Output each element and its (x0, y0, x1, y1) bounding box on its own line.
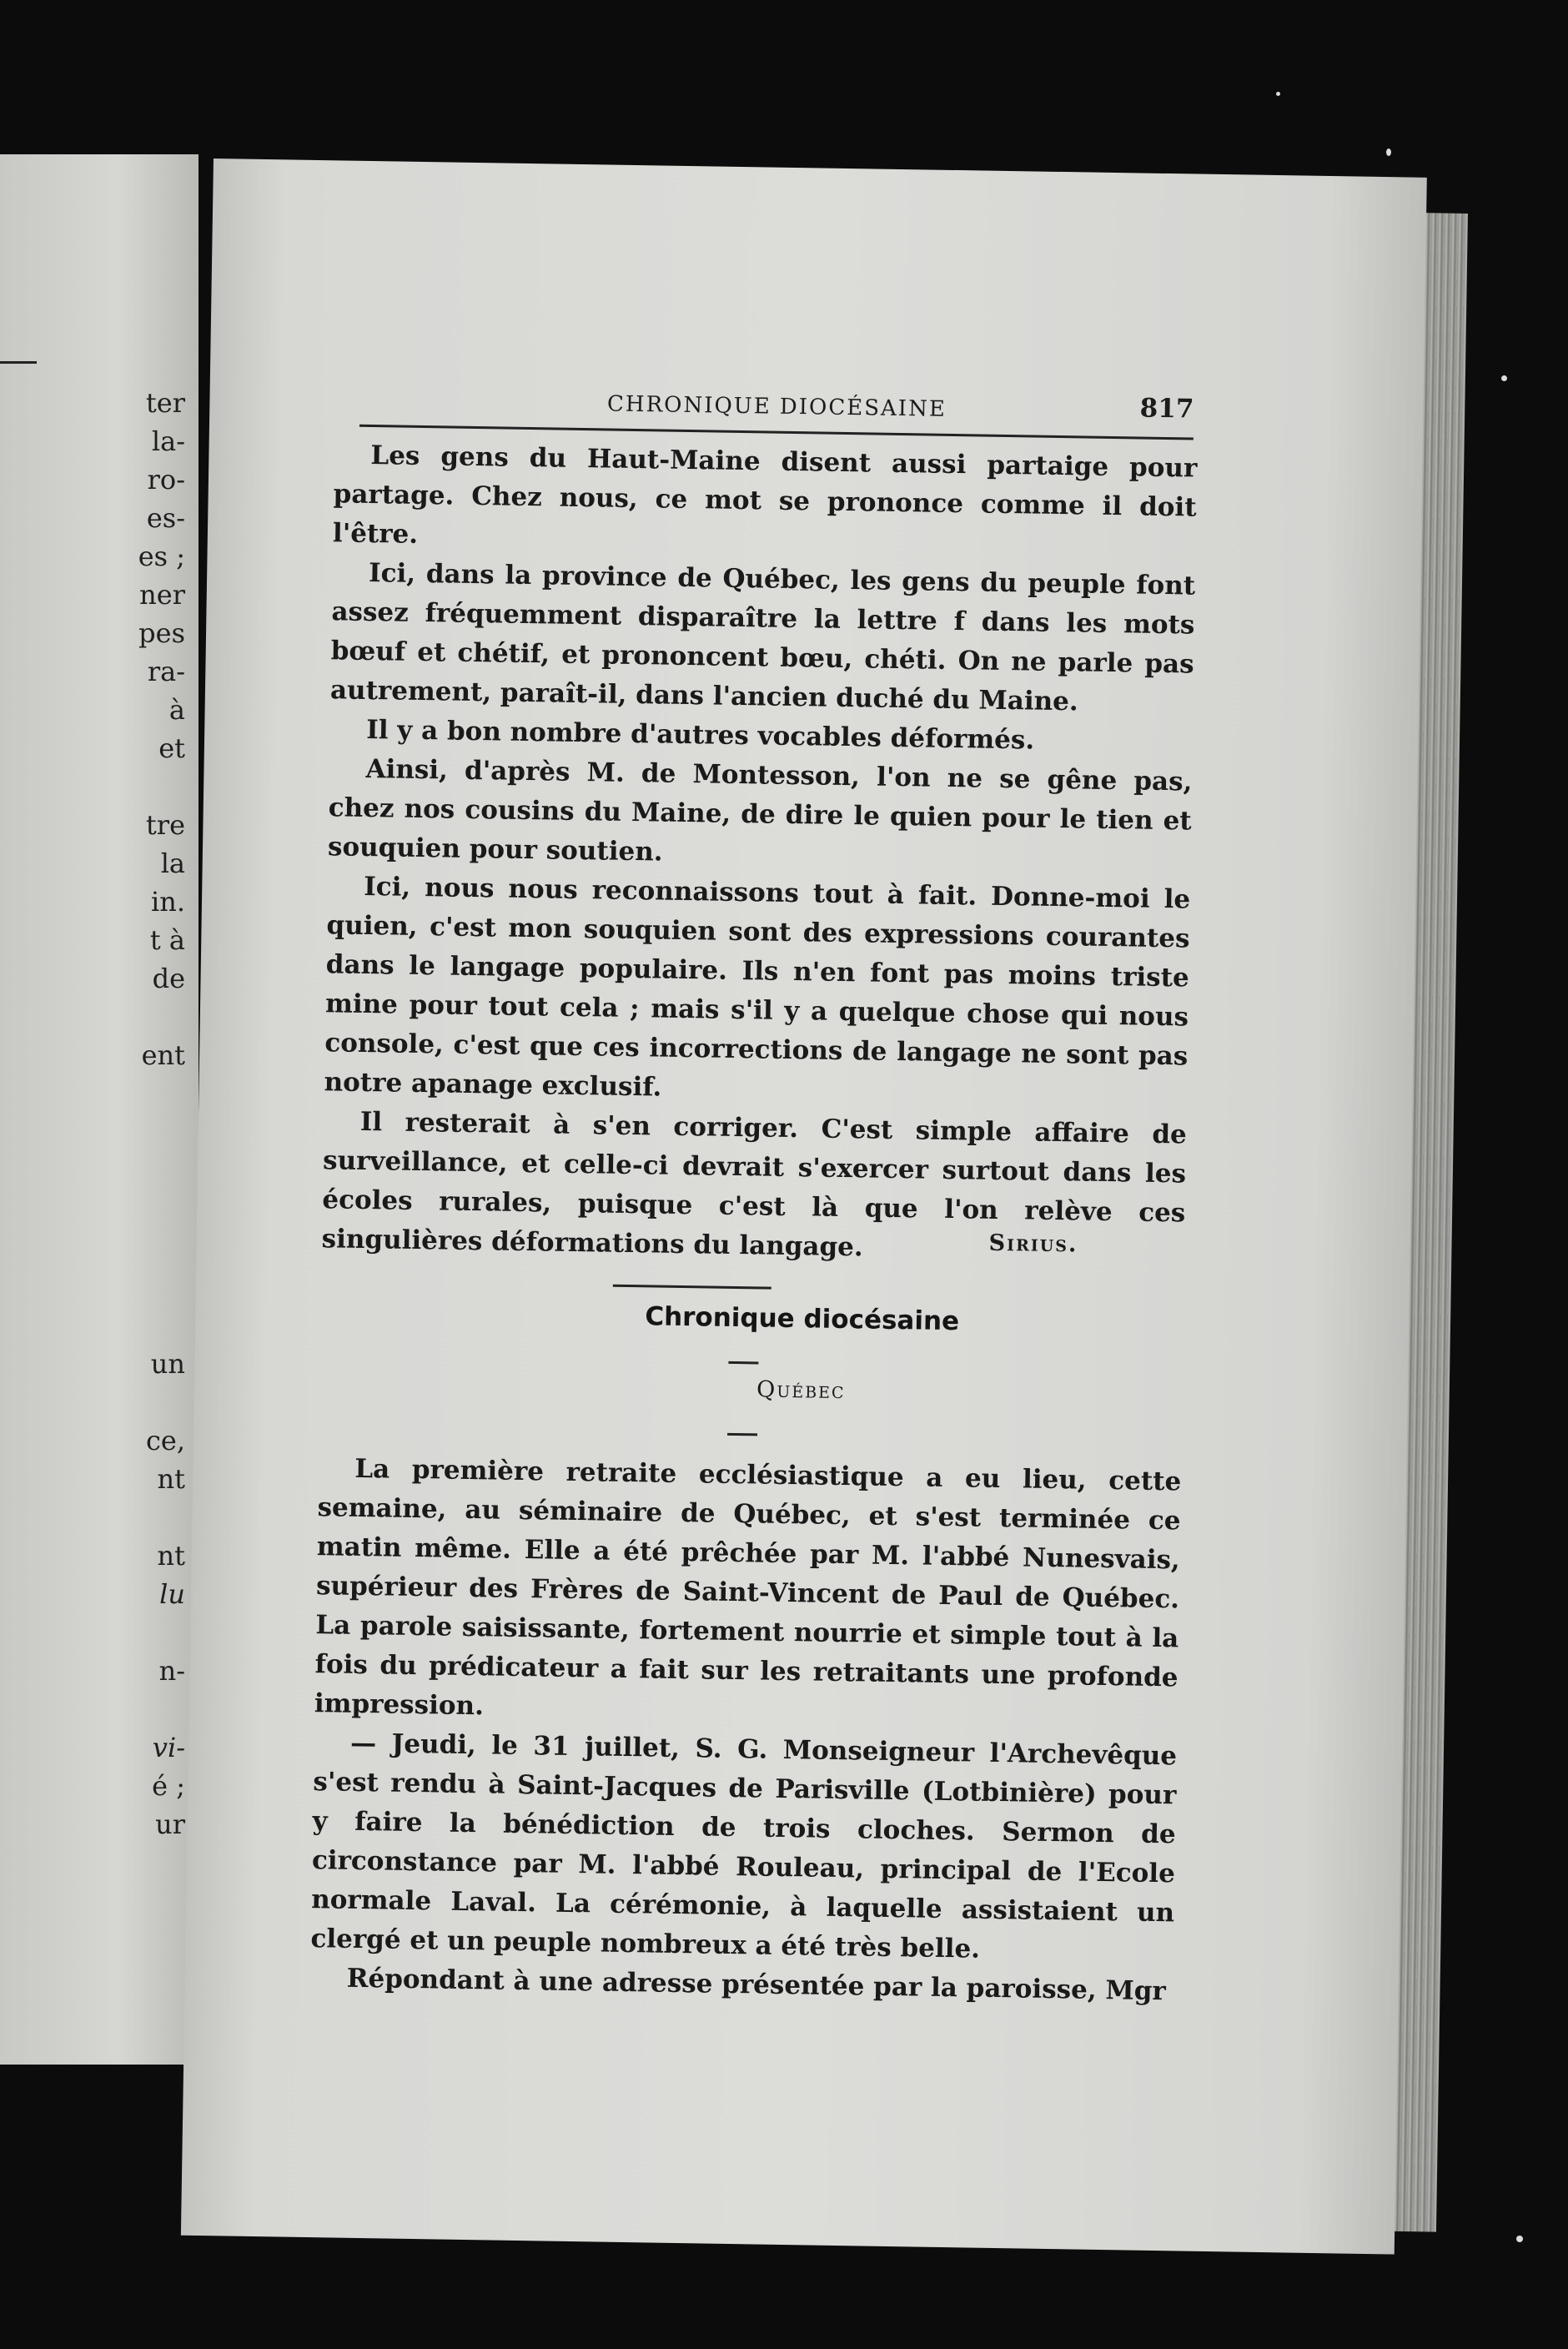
left-page-fragment: n- (158, 1655, 185, 1687)
left-page-fragment: nt (157, 1463, 185, 1495)
left-page (0, 154, 199, 2065)
left-page-fragment: nt (157, 1540, 185, 1572)
article-body (321, 435, 1197, 1272)
film-speck (1501, 375, 1507, 381)
section-title: Chronique diocésaine (645, 1301, 960, 1337)
section-body (309, 1449, 1181, 2011)
left-page-fragment: vi- (152, 1732, 185, 1763)
left-page-fragment: in. (150, 886, 185, 918)
article-paragraph: Il resterait à s'en corriger. C'est simple affaire de surveillance, et celle-ci devrait s'exercer surtout dans les écoles rurales, puisque c'est là que l'on relève ces singulières déformations du langage. (321, 1106, 1188, 1263)
right-page (181, 158, 1427, 2255)
left-page-fragment: et (158, 732, 185, 764)
left-page-fragment: ner (139, 579, 185, 611)
running-head: CHRONIQUE DIOCÉSAINE (606, 391, 947, 422)
title-dash (728, 1361, 758, 1365)
left-page-fragment: la- (151, 425, 185, 457)
left-page-fragment: ter (145, 387, 185, 419)
left-page-fragment: ce, (145, 1425, 185, 1456)
left-page-fragment: un (150, 1348, 185, 1380)
left-page-fragment: ra- (147, 656, 185, 687)
section-separator (613, 1285, 771, 1290)
article-paragraph: Il y a bon nombre d'autres vocables déformés. (365, 714, 1035, 756)
left-page-fragment: ur (155, 1808, 185, 1840)
left-page-fragment: ro- (147, 464, 185, 495)
left-page-fragment: pes (138, 617, 185, 649)
film-speck (1386, 148, 1391, 156)
left-page-fragment: tre (145, 809, 185, 841)
left-page-fragment: la (160, 848, 185, 879)
section-paragraph: — Jeudi, le 31 juillet, S. G. Monseigneur l'Archevêque s'est rendu à Saint-Jacques de Parisville (Lotbinière) pour y faire la bénédiction de trois cloches. Sermon de circonstance par M. l'abbé Rouleau, principal de l'Ecole normale Laval. La cérémonie, à laquelle assistaient un clergé et un peuple nombreux a été très belle. (310, 1728, 1178, 1964)
article-paragraph: Les gens du Haut-Maine disent aussi partaige pour partage. Chez nous, ce mot se prononce comme il doit l'être. (332, 440, 1198, 550)
section-paragraph: Répondant à une adresse présentée par la paroisse, Mgr (346, 1963, 1167, 2007)
left-page-fragment: t à (149, 924, 185, 956)
left-page-fragment: ent (141, 1039, 185, 1071)
film-speck (1516, 2236, 1523, 2242)
page-number: 817 (1139, 393, 1194, 425)
film-speck (1276, 92, 1280, 96)
left-page-fragment: es ; (138, 541, 185, 572)
page-header (359, 378, 1194, 440)
left-page-fragment: es- (146, 502, 185, 534)
subtitle-dash (727, 1433, 757, 1436)
left-page-fragment: à (168, 694, 185, 726)
left-page-fragment: lu (159, 1578, 185, 1610)
section-subtitle: Québec (756, 1376, 846, 1405)
article-paragraph: Ainsi, d'après M. de Montesson, l'on ne se gêne pas, chez nos cousins du Maine, de dire le quien pour le tien et souquien pour soutien. (327, 753, 1193, 868)
left-page-rule (0, 361, 37, 364)
section-paragraph: La première retraite ecclésiastique a eu lieu, cette semaine, au séminaire de Québec, et s'est terminée ce matin même. Elle a été prêchée par M. l'abbé Nunesvais, supérieur des Frères de Saint-Vincent de Paul de Québec. La parole saisissante, fortement nourrie et simple tout à la fois du prédicateur a fait sur les retraitants une profonde impression. (314, 1453, 1182, 1722)
left-page-fragment: é ; (152, 1770, 185, 1802)
left-page-fragment: de (152, 963, 185, 994)
article-paragraph: Ici, nous nous reconnaissons tout à fait. Donne-moi le quien, c'est mon souquien sont des expressions courantes dans le langage populaire. Ils n'en font pas moins triste mine pour tout cela ; mais s'il y a quelque chose qui nous console, c'est que ces incorrections de langage ne sont pas notre apanage exclusif. (324, 871, 1191, 1103)
article-paragraph: Ici, dans la province de Québec, les gens du peuple font assez fréquemment disparaître la lettre f dans les mots bœuf et chétif, et prononcent bœu, chéti. On ne parle pas autrement, paraît-il, dans l'ancien duché du Maine. (329, 557, 1196, 717)
author-signature: Sirius. (988, 1230, 1078, 1258)
